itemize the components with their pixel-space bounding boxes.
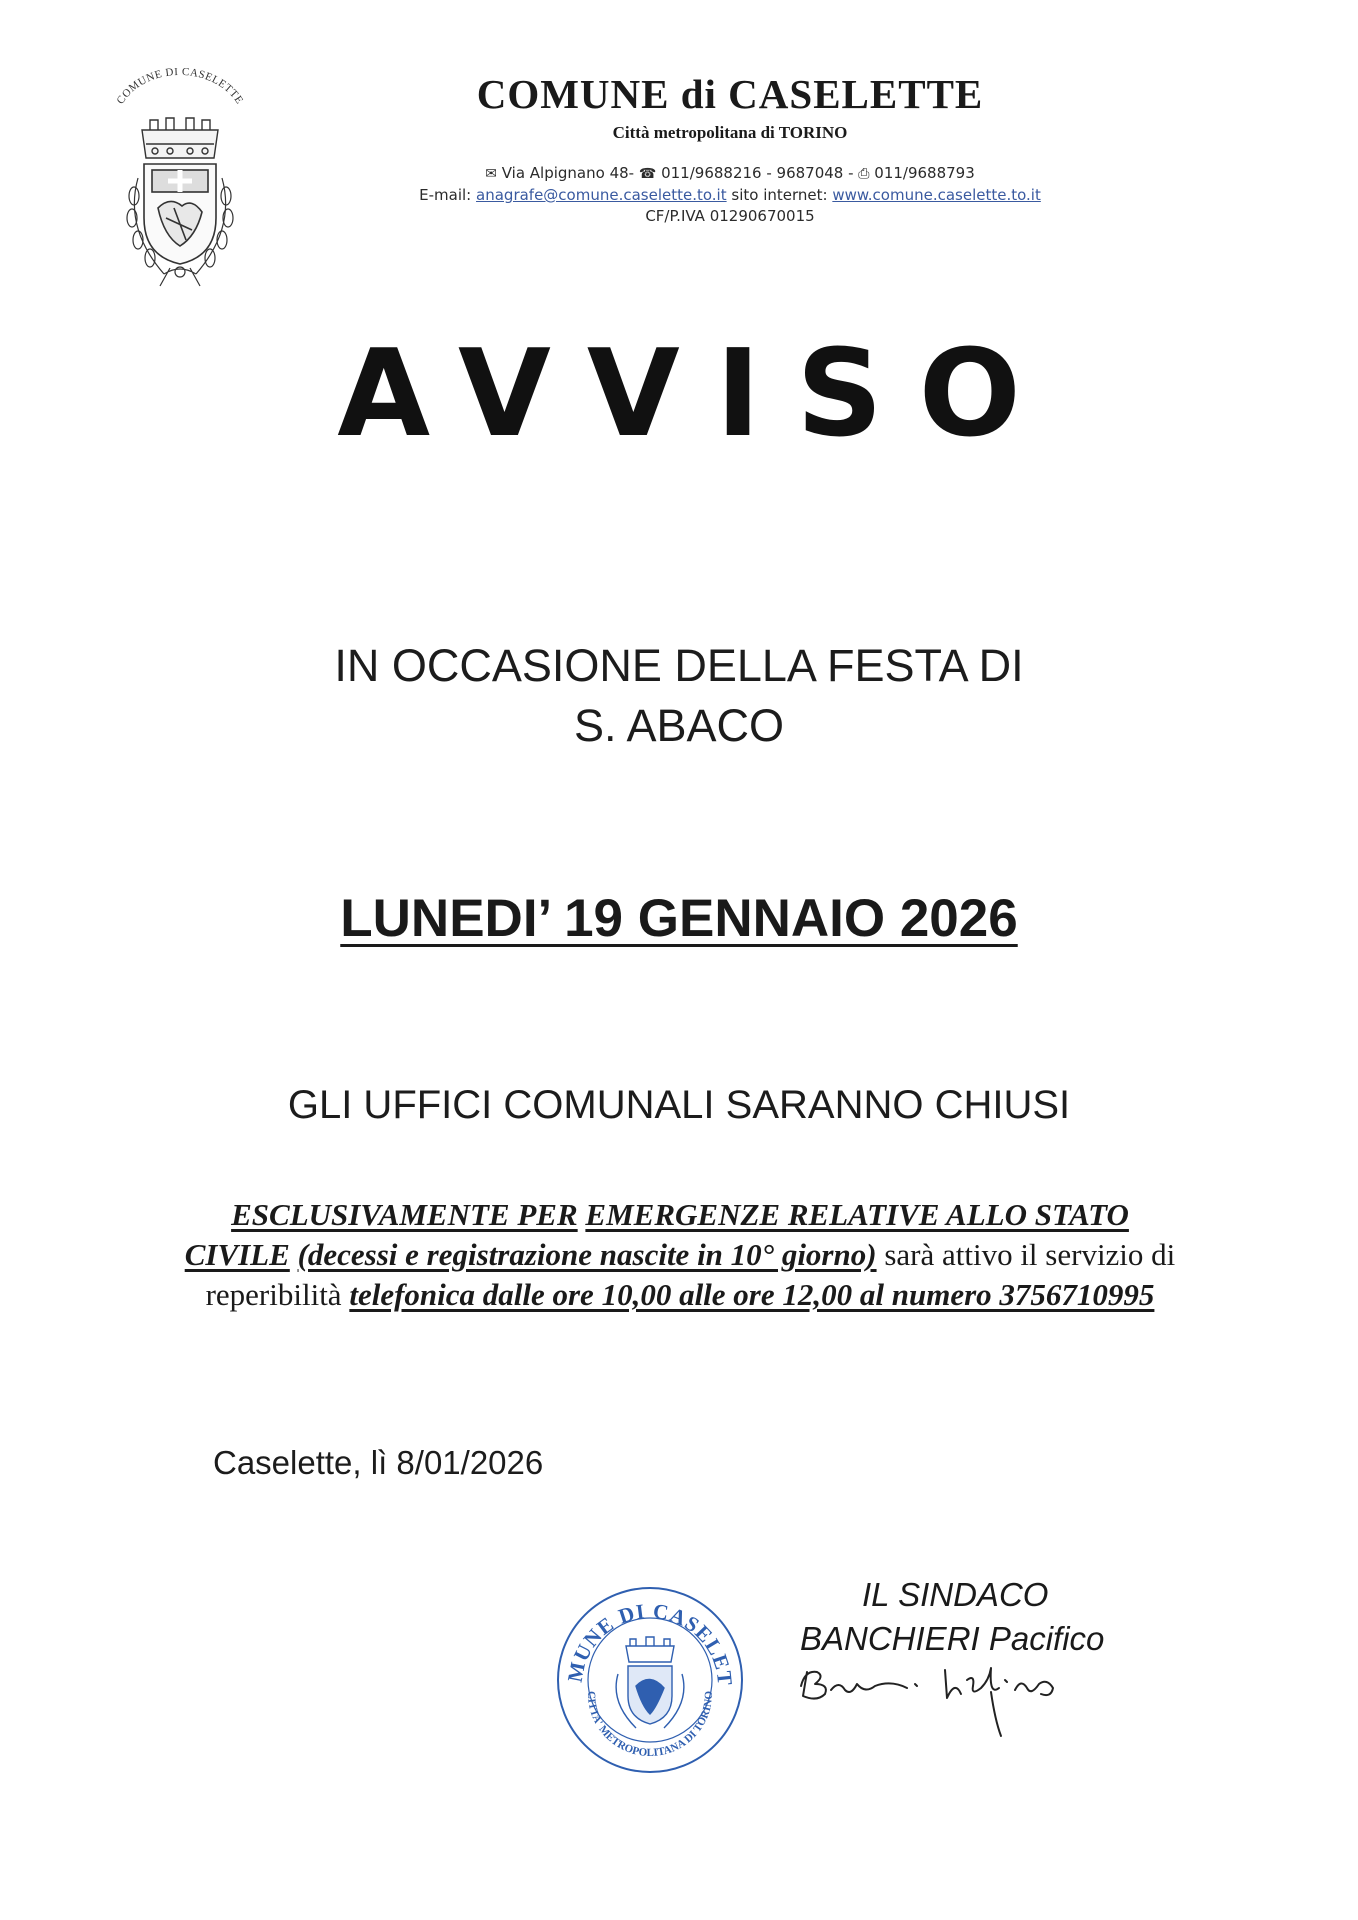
site-label: sito internet: bbox=[731, 186, 828, 205]
letterhead bbox=[330, 72, 1130, 227]
crest-lettering: COMUNE DI CASELETTE bbox=[114, 68, 246, 107]
emergency-scope: EMERGENZE RELATIVE ALLO STATO CIVILE bbox=[184, 1197, 1129, 1272]
emergency-exclusive: ESCLUSIVAMENTE PER bbox=[231, 1197, 578, 1232]
offices-closed: GLI UFFICI COMUNALI SARANNO CHIUSI bbox=[287, 1083, 1071, 1127]
email-link[interactable]: anagrafe@comune.caselette.to.it bbox=[476, 186, 727, 205]
signatory-name: BANCHIERI Pacifico bbox=[800, 1620, 1105, 1657]
municipality-subtitle: Città metropolitana di TORINO bbox=[612, 123, 848, 143]
occasion-text bbox=[0, 636, 1358, 756]
handwritten-signature bbox=[795, 1650, 1115, 1740]
notice-title: AVVISO bbox=[337, 325, 1057, 464]
website-link[interactable]: www.comune.caselette.to.it bbox=[832, 186, 1041, 205]
tax-id: CF/P.IVA 01290670015 bbox=[645, 207, 815, 226]
fax-number: 011/9688793 bbox=[874, 164, 975, 183]
emergency-notice bbox=[180, 1195, 1180, 1315]
email-label: E-mail: bbox=[419, 186, 472, 205]
service-hours: telefonica dalle ore 10,00 alle ore 12,00 al numero 3756710995 bbox=[349, 1277, 1155, 1312]
contact-info bbox=[330, 163, 1130, 227]
emergency-details: (decessi e registrazione nascite in 10° giorno) bbox=[297, 1237, 877, 1272]
stamp-top-text: MUNE DI CASELET bbox=[562, 1598, 738, 1688]
address: Via Alpignano 48- bbox=[501, 164, 635, 183]
official-stamp bbox=[552, 1582, 748, 1778]
mail-icon: ✉ bbox=[485, 166, 497, 183]
place-and-date: Caselette, lì 8/01/2026 bbox=[213, 1444, 544, 1481]
closure-date bbox=[0, 888, 1358, 949]
municipal-crest bbox=[100, 68, 260, 290]
phone-numbers: 011/9688216 - 9687048 - bbox=[661, 164, 854, 183]
phone-icon: ☎ bbox=[638, 166, 657, 183]
svg-text:COMUNE DI CASELETTE bbox=[114, 68, 245, 106]
occasion-line-2: S. ABACO bbox=[573, 700, 785, 751]
municipality-title: COMUNE di CASELETTE bbox=[476, 71, 984, 117]
service-text: sarà attivo il servizio di reperibilità bbox=[205, 1237, 1176, 1312]
stamp-bottom-text: CITTA' METROPOLITANA DI TORINO bbox=[584, 1690, 716, 1760]
signature-block bbox=[800, 1573, 1160, 1661]
signatory-role: IL SINDACO bbox=[862, 1576, 1049, 1613]
closure-date-text: LUNEDI’ 19 GENNAIO 2026 bbox=[340, 889, 1018, 948]
occasion-line-1: IN OCCASIONE DELLA FESTA DI bbox=[334, 640, 1024, 691]
fax-icon: ⎙ bbox=[858, 166, 870, 183]
